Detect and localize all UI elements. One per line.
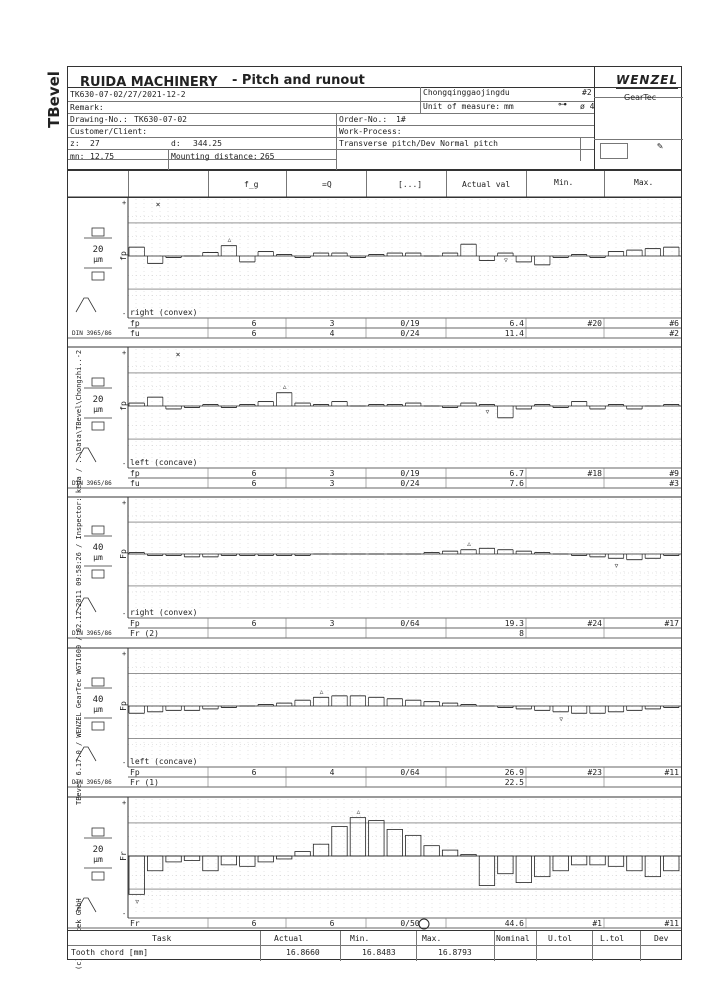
min-marker-icon: ▽ [559, 715, 563, 723]
outlier-marker-icon: × [155, 200, 161, 209]
mounting-label: Mounting distance: [171, 152, 258, 161]
din-profile-icon [76, 898, 96, 912]
runout-bar [664, 856, 679, 871]
flank-side-label: right (convex) [130, 608, 198, 617]
max-marker-icon: △ [356, 808, 361, 816]
scale-unit: µm [93, 553, 103, 562]
runout-bar [479, 856, 494, 886]
scale-value: 20 [92, 245, 104, 255]
runout-bar [147, 856, 162, 871]
row-value-actual: 11.4 [504, 329, 524, 338]
runout-bar [535, 856, 550, 877]
footer-task: Tooth chord [mm] [71, 948, 149, 957]
scale-arrow-up-icon [92, 828, 104, 836]
row-value-max: #2 [669, 329, 679, 338]
row-value-quality: 4 [329, 768, 335, 777]
row-label: Fr (2) [130, 629, 159, 638]
runout-bar [313, 844, 328, 856]
order-value: 1# [396, 115, 406, 124]
scale-unit: µm [93, 255, 103, 264]
process-label: Work-Process: [339, 127, 402, 136]
row-value-range: 0/19 [400, 319, 420, 328]
row-value-min: #18 [587, 469, 602, 478]
row-value-quality: 3 [329, 479, 335, 488]
runout-bar [129, 856, 144, 894]
row-value-actual: 8 [519, 629, 524, 638]
runout-bar [516, 856, 531, 883]
probe-diameter: ø 4 [580, 102, 595, 111]
order-label: Order-No.: [339, 115, 388, 124]
runout-bar [240, 856, 255, 866]
row-value-actual: 22.5 [504, 778, 524, 787]
row-value-range: 0/64 [400, 768, 420, 777]
row-value-max: #3 [669, 479, 679, 488]
report-title: - Pitch and runout [232, 73, 365, 88]
plot-y-label: fp [119, 251, 128, 261]
runout-bar [406, 835, 421, 856]
row-value-quality: 3 [329, 619, 335, 628]
din-norm-label: DIN 3965/86 [72, 480, 112, 487]
z-value: 27 [90, 139, 100, 148]
side-title: TBevel [45, 71, 63, 128]
max-marker-icon: △ [282, 383, 287, 391]
row-value-actual: 6.4 [509, 319, 524, 328]
col-header-6: Max. [634, 178, 654, 187]
scale-arrow-down-icon [92, 872, 104, 880]
row-value-actual: 6.7 [509, 469, 524, 478]
plus-sign: + [122, 349, 127, 357]
max-marker-icon: △ [319, 688, 324, 696]
scale-arrow-up-icon [92, 228, 104, 236]
scale-arrow-down-icon [92, 722, 104, 730]
plot-y-label: fp [119, 401, 128, 411]
row-value-actual: 19.3 [504, 619, 524, 628]
footer-max: 16.8793 [438, 948, 472, 957]
row-value-quality: 6 [329, 919, 335, 928]
din-norm-label: DIN 3965/86 [72, 779, 112, 786]
row-value-actual: 44.6 [504, 919, 524, 928]
col-header-2: =Q [322, 180, 332, 189]
row-value-quality: 3 [329, 319, 335, 328]
scale-value: 40 [92, 695, 104, 705]
chart-frame [67, 170, 682, 948]
customer-label: Customer/Client: [70, 127, 148, 136]
runout-bar [221, 856, 236, 865]
runout-bar [276, 856, 291, 859]
drawing-label: Drawing-No.: [70, 115, 128, 124]
row-label: fu [130, 479, 140, 488]
row-value-tolerance: 6 [251, 479, 257, 488]
row-value-quality: 3 [329, 469, 335, 478]
row-label: Fr [130, 919, 140, 928]
tolerance-symbol-box [600, 143, 628, 159]
d-value: 344.25 [193, 139, 222, 148]
minus-sign: - [122, 610, 127, 618]
row-label: Fp [130, 768, 140, 777]
row-value-range: 0/64 [400, 619, 420, 628]
row-label: Fp [130, 619, 140, 628]
company-name: RUIDA MACHINERY [80, 75, 218, 90]
z-label: z: [70, 139, 80, 148]
plot-y-label: Fp [119, 701, 128, 711]
row-value-range: 0/24 [400, 479, 420, 488]
footer-header-ltol: L.tol [600, 934, 625, 943]
pitch-type: Transverse pitch/Dev Normal pitch [339, 139, 498, 148]
row-value-quality: 4 [329, 329, 335, 338]
plus-sign: + [122, 499, 127, 507]
runout-bar [166, 856, 181, 862]
runout-bar [424, 846, 439, 856]
mn-label: mn: [70, 152, 85, 161]
scale-unit: µm [93, 705, 103, 714]
footer-header-task: Task [152, 934, 172, 943]
sheet-number: #2 [582, 88, 592, 97]
footer-header-actual: Actual [274, 934, 303, 943]
drawing-value: TK630-07-02 [134, 115, 187, 124]
row-value-tolerance: 6 [251, 319, 257, 328]
plus-sign: + [122, 799, 127, 807]
row-value-actual: 26.9 [504, 768, 524, 777]
unit-label: Unit of measure: [423, 102, 501, 111]
pitch-plots [68, 171, 681, 947]
mounting-value: 265 [260, 152, 275, 161]
din-profile-icon [76, 298, 96, 312]
max-marker-icon: △ [467, 540, 471, 548]
row-value-max: #11 [664, 919, 679, 928]
footer-min: 16.8483 [362, 948, 396, 957]
scale-unit: µm [93, 405, 103, 414]
col-header-4: Actual val [462, 180, 511, 189]
scale-arrow-up-icon [92, 526, 104, 534]
location: Chongqinggaojingdu [423, 88, 510, 97]
row-value-tolerance: 6 [251, 768, 257, 777]
d-label: d: [171, 139, 181, 148]
flank-side-label: left (concave) [130, 757, 198, 766]
row-label: fu [130, 329, 140, 338]
side-footer-text: TBevel 6.17.0 / WENZEL GearTec WGT1600 / 02.12.2011 09:58:26 / Inspector: keda / ..\Data\TBevel\Chongzhi..-2 [75, 349, 83, 805]
row-label: fp [130, 469, 140, 478]
scale-arrow-down-icon [92, 272, 104, 280]
plot-y-label: Fp [119, 549, 128, 559]
minus-sign: - [122, 910, 127, 918]
scale-arrow-up-icon [92, 678, 104, 686]
flank-side-label: right (convex) [130, 308, 198, 317]
row-value-tolerance: 6 [251, 619, 257, 628]
scale-value: 20 [92, 845, 104, 855]
unit-value: mm [504, 102, 514, 111]
geartec-logo: GearTec [624, 93, 657, 102]
col-header-3: [...] [398, 180, 423, 189]
wenzel-logo: WENZEL [616, 73, 679, 87]
row-value-range: 0/24 [400, 329, 420, 338]
footer-header-utol: U.tol [548, 934, 573, 943]
scale-unit: µm [93, 855, 103, 864]
col-header-1: f̲g [244, 180, 259, 189]
min-marker-icon: ▽ [614, 562, 619, 570]
probe-icon: ⊶ [558, 100, 567, 110]
din-profile-icon [76, 448, 96, 462]
plus-sign: + [122, 650, 127, 658]
footer-actual: 16.8660 [286, 948, 320, 957]
row-value-range: 0/50 [400, 919, 420, 928]
row-value-tolerance: 6 [251, 469, 257, 478]
min-marker-icon: ▽ [135, 898, 140, 906]
minus-sign: - [122, 310, 127, 318]
runout-bar [387, 829, 402, 856]
row-value-tolerance: 6 [251, 919, 257, 928]
runout-bar [498, 856, 513, 874]
runout-bar [553, 856, 568, 871]
row-value-min: #23 [587, 768, 602, 777]
mn-value: 12.75 [90, 152, 115, 161]
runout-bar [258, 856, 273, 862]
footer-header-nominal: Nominal [496, 934, 530, 943]
row-value-max: #9 [669, 469, 679, 478]
runout-bar [442, 850, 457, 856]
scale-value: 20 [92, 395, 104, 405]
max-marker-icon: △ [227, 236, 232, 244]
report-header [67, 66, 682, 170]
footer-header-min: Min. [350, 934, 370, 943]
row-value-max: #6 [669, 319, 679, 328]
din-profile-icon [76, 598, 96, 612]
row-value-tolerance: 6 [251, 329, 257, 338]
runout-bar [332, 827, 347, 857]
row-value-min: #24 [587, 619, 602, 628]
scale-value: 40 [92, 543, 104, 553]
row-value-max: #17 [664, 619, 679, 628]
row-label: fp [130, 319, 140, 328]
col-header-5: Min. [554, 178, 574, 187]
row-value-range: 0/19 [400, 469, 420, 478]
row-label: Fr (1) [130, 778, 159, 787]
plot-y-label: Fr [119, 851, 128, 861]
scale-arrow-down-icon [92, 570, 104, 578]
remark-label: Remark: [70, 103, 104, 112]
row-value-min: #1 [592, 919, 602, 928]
scale-arrow-down-icon [92, 422, 104, 430]
runout-bar [369, 821, 384, 856]
scale-arrow-up-icon [92, 378, 104, 386]
order-ref: TK630-07-02/27/2021-12-2 [70, 90, 186, 99]
row-value-max: #11 [664, 768, 679, 777]
din-norm-label: DIN 3965/86 [72, 330, 112, 337]
din-norm-label: DIN 3965/86 [72, 630, 112, 637]
runout-bar [608, 856, 623, 866]
runout-bar [645, 856, 660, 877]
pen-icon: ✎ [657, 141, 664, 152]
runout-bar [350, 818, 365, 856]
row-value-actual: 7.6 [509, 479, 524, 488]
footer-table [67, 930, 682, 960]
minus-sign: - [122, 460, 127, 468]
din-profile-icon [76, 747, 96, 761]
flank-side-label: left (concave) [130, 458, 198, 467]
row-value-min: #20 [587, 319, 602, 328]
runout-circle-icon [419, 919, 429, 929]
outlier-marker-icon: × [175, 350, 181, 359]
min-marker-icon: ▽ [504, 257, 508, 265]
minus-sign: - [122, 759, 127, 767]
min-marker-icon: ▽ [485, 408, 490, 416]
footer-header-dev: Dev [654, 934, 669, 943]
plus-sign: + [122, 199, 127, 207]
footer-header-max: Max. [422, 934, 442, 943]
runout-bar [295, 852, 310, 856]
runout-bar [571, 856, 586, 865]
